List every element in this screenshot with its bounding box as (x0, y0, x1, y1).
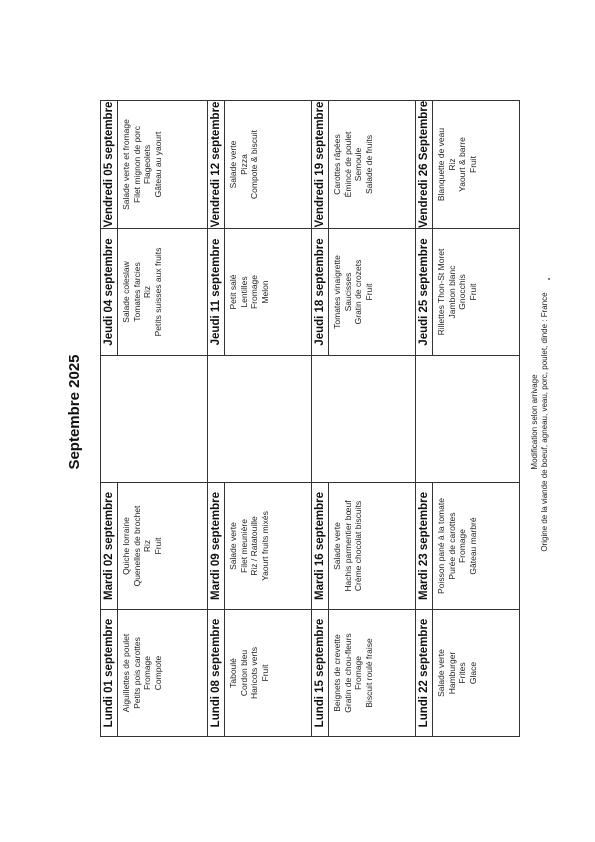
notes (530, 162, 550, 682)
day-cell (208, 101, 312, 229)
day-header: Jeudi 18 septembre (312, 229, 329, 355)
day-header: Jeudi 11 septembre (208, 229, 225, 355)
menu-item: Fruit (259, 664, 270, 682)
menu-item: Petit salé (228, 274, 238, 310)
menu-item: Yaourt & barre (457, 137, 467, 192)
menu-item: Gâteau au yaourt (152, 131, 163, 198)
notes-line-1: Modification selon arrivage (530, 374, 539, 470)
menu-item: Semoule (353, 147, 363, 182)
menu-items (329, 610, 374, 736)
menu-item: Yaourt fruits mixés (259, 511, 270, 581)
menu-item: Salade coleslaw (121, 261, 131, 323)
menu-item: Petits pois carottes (131, 637, 142, 709)
menu-item: Riz / Ratatouille (249, 516, 259, 576)
day-header: Jeudi 04 septembre (101, 229, 118, 355)
menu-item: Compote & biscuit (249, 130, 259, 199)
menu-items (225, 610, 270, 736)
menu-items (225, 101, 260, 228)
menu-item: Fruit (467, 283, 478, 301)
menu-item: Fruit (363, 283, 374, 301)
menu-item: Melon (259, 280, 270, 304)
menu-items (118, 483, 163, 609)
menu-item: Riz (446, 158, 457, 171)
menu-items (118, 610, 163, 736)
day-cell (416, 229, 520, 356)
menu-item: Émincé de poulet (342, 131, 353, 198)
menu-items (433, 483, 478, 609)
menu-item: Beignets de crevette (332, 634, 342, 712)
day-cell-empty (312, 356, 416, 483)
menu-item: Petits suisses aux fruits (152, 247, 163, 337)
menu-items (118, 101, 163, 228)
menu-item: Riz (142, 539, 152, 553)
day-cell-empty (101, 356, 208, 483)
menu-item: Tomates vinaigrette (332, 255, 342, 329)
menu-item: Frites (457, 662, 467, 684)
menu-item: Hachis parmentier bœuf (342, 500, 353, 592)
menu-item: Glace (467, 661, 478, 685)
menu-item: Compote (152, 655, 163, 691)
menu-items (329, 101, 374, 228)
menu-item: Gratin de crozets (353, 259, 363, 325)
menu-item: Salade verte (332, 522, 342, 570)
week-row (312, 101, 416, 737)
week-row (416, 101, 520, 737)
menu-table (100, 100, 520, 737)
menu-item: Taboulé (228, 658, 238, 688)
menu-items (225, 483, 270, 609)
menu-items (329, 483, 364, 609)
menu-items (433, 610, 478, 736)
day-cell (101, 483, 208, 610)
menu-item: Salade verte (436, 649, 446, 697)
menu-item: Gnocchis (457, 274, 467, 310)
menu-items (433, 229, 478, 355)
day-cell (208, 229, 312, 356)
day-header: Lundi 15 septembre (312, 610, 329, 736)
day-cell (101, 101, 208, 229)
menu-item: Salade verte (228, 522, 238, 570)
day-cell-empty (416, 356, 520, 483)
menu-items (118, 229, 163, 355)
menu-item: Filet meunière (238, 519, 249, 573)
menu-item: Riz (142, 285, 152, 299)
menu-item: Salade verte et fromage (121, 119, 131, 210)
day-header: Vendredi 26 Septembre (416, 101, 433, 228)
menu-items (225, 229, 270, 355)
menu-item: Purée de carottes (446, 512, 457, 580)
day-cell (101, 229, 208, 356)
day-cell (208, 483, 312, 610)
menu-item: Jambon blanc (446, 265, 457, 319)
menu-item: Salade verte (228, 140, 238, 189)
menu-items (433, 101, 478, 228)
menu-item: Blanquette de veau (436, 127, 446, 202)
menu-item: Hamburger (446, 651, 457, 695)
day-cell (312, 101, 416, 229)
day-cell-empty (208, 356, 312, 483)
menu-item: Quiche lorraine (121, 517, 131, 575)
menu-item: Flageolets (142, 144, 152, 185)
day-header: Jeudi 25 septembre (416, 229, 433, 355)
notes-line-2: Origine de la viande de boeuf, agneau, veau, porc, poulet, dinde : France (540, 292, 549, 552)
menu-item: Pizza (238, 154, 249, 175)
menu-item: Fromage (457, 529, 467, 564)
menu-item: Quenelles de brochet (131, 505, 142, 587)
day-header: Lundi 22 septembre (416, 610, 433, 736)
day-cell (208, 610, 312, 737)
day-header: Mardi 23 septembre (416, 483, 433, 609)
day-cell (312, 229, 416, 356)
day-header: Mardi 16 septembre (312, 483, 329, 609)
menu-item: Fruit (152, 537, 163, 555)
menu-item: Filet mignon de porc (131, 126, 142, 204)
menu-item: Tomates farcies (131, 262, 142, 322)
day-cell (101, 610, 208, 737)
week-row (208, 101, 312, 737)
menu-item: Rillettes Thon-St Moret (436, 248, 446, 336)
menu-item: Cordon bleu (238, 649, 249, 697)
day-header: Lundi 01 septembre (101, 610, 118, 736)
page-title: Septembre 2025 (66, 354, 83, 470)
menu-item: Fromage (353, 656, 363, 691)
menu-item: Crème chocolat biscuits (353, 500, 363, 592)
menu-item: Lentilles (238, 276, 249, 308)
day-cell (312, 483, 416, 610)
menu-items (329, 229, 374, 355)
menu-item: Haricots verts (249, 647, 259, 699)
menu-body (101, 101, 520, 737)
menu-item: Biscuit roulé fraise (363, 638, 374, 708)
day-header: Mardi 02 septembre (101, 483, 118, 609)
day-header: Vendredi 12 septembre (208, 101, 225, 228)
week-row (101, 101, 208, 737)
day-header: Mardi 09 septembre (208, 483, 225, 609)
menu-item: Salade de fruits (363, 134, 374, 195)
day-cell (416, 101, 520, 229)
menu-item: Fromage (142, 656, 152, 691)
day-cell (416, 483, 520, 610)
menu-item: Saucisses (342, 272, 353, 312)
menu-item: Gâteau marbré (467, 517, 478, 575)
day-cell (312, 610, 416, 737)
day-header: Vendredi 05 septembre (101, 101, 118, 228)
day-header: Vendredi 19 septembre (312, 101, 329, 228)
menu-item: Fruit (467, 156, 478, 173)
day-cell (416, 610, 520, 737)
menu-item: Poisson pané à la tomate (436, 498, 446, 594)
menu-item: Gratin de chou-fleurs (342, 633, 353, 713)
menu-item: Aiguillettes de poulet (121, 633, 131, 713)
menu-item: Carottes râpées (332, 134, 342, 195)
menu-item: Fromage (249, 275, 259, 310)
speck-mark (548, 278, 550, 280)
day-header: Lundi 08 septembre (208, 610, 225, 736)
